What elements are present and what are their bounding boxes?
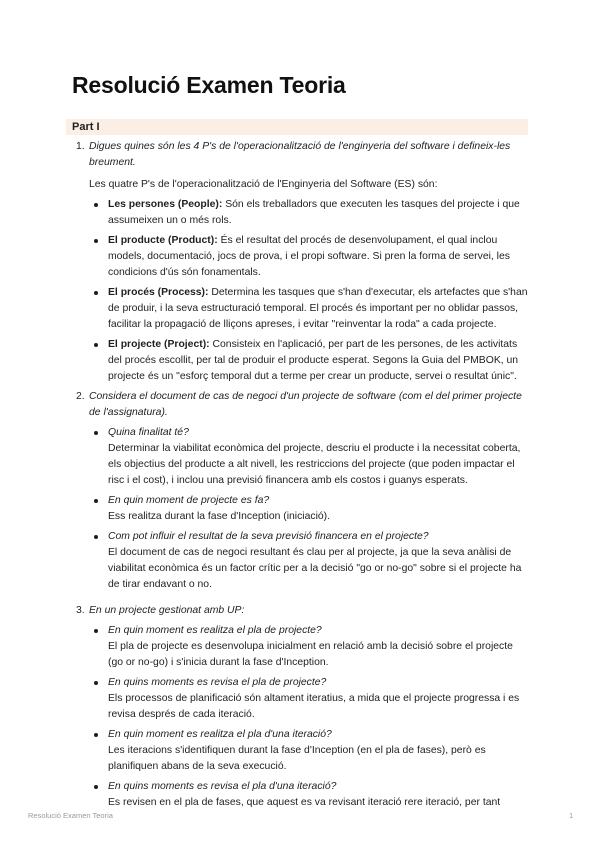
item-label: Les persones (People):: [108, 199, 223, 210]
question-number: 2.: [76, 391, 85, 402]
list-item: [108, 493, 528, 525]
list-item: [108, 675, 528, 723]
item-label: El procés (Process):: [108, 287, 209, 298]
item-label: El projecte (Project):: [108, 339, 210, 350]
page-title: Resolució Examen Teoria: [72, 72, 346, 98]
item-text: Són els treballadors que executen les tasques del projecte i que assumeixen un o més rols.: [108, 199, 520, 226]
sub-question: En quins moments es revisa el pla d'una iteració?: [108, 781, 337, 792]
part-header: Part I: [66, 119, 528, 135]
sub-answer: El document de cas de negoci resultant és clau per al projecte, ja que la seva anàlisi de viabilitat econòmica és un factor crític per a la decisió "go or no-go" sobre si el projecte ha de tirar endavant o no.: [108, 547, 522, 590]
question-text: Digues quines són les 4 P's de l'operacionalització de l'enginyeria del software i defineix-les breument.: [89, 141, 511, 168]
sub-question: Quina finalitat té?: [108, 427, 189, 438]
item-text: Determina les tasques que s'han d'executar, els artefactes que s'han de produir, i la seva estructuració temporal. El procés és important per no oblidar passos, facilitar la propagació de lliçons apreses, i evitar "reinventar la roda" a cada projecte.: [108, 287, 528, 330]
item-text: Consisteix en l'aplicació, per part de les persones, de les activitats del procés escollit, per tal de produir el producte esperat. Segons la Guia del PMBOK, un projecte és un "esforç temporal dut a terme per crear un producte, servei o resultat únic".: [108, 339, 519, 382]
item-text: És el resultat del procés de desenvolupament, el qual inclou models, documentació, jocs de prova, i el propi software. Si pren la forma de servei, les condicions d'ús són fonamentals.: [108, 235, 510, 278]
page-number: 1: [569, 811, 574, 820]
answer-list: [72, 425, 528, 593]
sub-question: En quin moment de projecte es fa?: [108, 495, 270, 506]
list-item: [108, 425, 528, 489]
item-label: El producte (Product):: [108, 235, 218, 246]
sub-question: En quin moment es realitza el pla d'una iteració?: [108, 729, 332, 740]
footer-title: Resolució Examen Teoria: [28, 811, 113, 820]
list-item: [108, 727, 528, 775]
sub-question: En quin moment es realitza el pla de projecte?: [108, 625, 322, 636]
list-item: [108, 337, 528, 385]
sub-answer: Determinar la viabilitat econòmica del projecte, descriu el producte i la necessitat coberta, els objectius del producte a alt nivell, les restriccions del projecte (que poden impactar el risc i el cost), i inclou una previsió financera amb els costos i guanys esperats.: [108, 443, 521, 486]
sub-answer: El pla de projecte es desenvolupa inicialment en relació amb la decisió sobre el projecte (go or no-go) i s'inicia durant la fase d'Inception.: [108, 641, 513, 668]
document-content: [72, 139, 528, 815]
list-item: [108, 197, 528, 229]
sub-answer: Es revisen en el pla de fases, que aquest es va revisant iteració rere iteració, per tant: [108, 797, 501, 808]
sub-answer: Ess realitza durant la fase d'Inception (iniciació).: [108, 511, 331, 522]
question-2: [72, 389, 528, 421]
question-3: [72, 603, 528, 619]
answer-list: [72, 197, 528, 385]
list-item: [108, 529, 528, 593]
question-text: Considera el document de cas de negoci d'un projecte de software (com el del primer projecte de l'assignatura).: [89, 391, 522, 418]
question-text: En un projecte gestionat amb UP:: [89, 605, 245, 616]
sub-answer: Les iteracions s'identifiquen durant la fase d'Inception (en el pla de fases), però es planifiquen abans de la seva execució.: [108, 745, 486, 772]
answer-intro: Les quatre P's de l'operacionalització de l'Enginyeria del Software (ES) són:: [89, 179, 438, 190]
list-item: [108, 623, 528, 671]
question-number: 3.: [76, 605, 85, 616]
list-item: [108, 233, 528, 281]
question-1: [72, 139, 528, 171]
sub-question: En quins moments es revisa el pla de projecte?: [108, 677, 327, 688]
list-item: [108, 285, 528, 333]
question-number: 1.: [76, 141, 85, 152]
answer-list: [72, 623, 528, 811]
sub-answer: Els processos de planificació són altament iteratius, a mida que el projecte progressa i es revisa després de cada iteració.: [108, 693, 520, 720]
sub-question: Com pot influir el resultat de la seva previsió financera en el projecte?: [108, 531, 429, 542]
list-item: [108, 779, 528, 811]
